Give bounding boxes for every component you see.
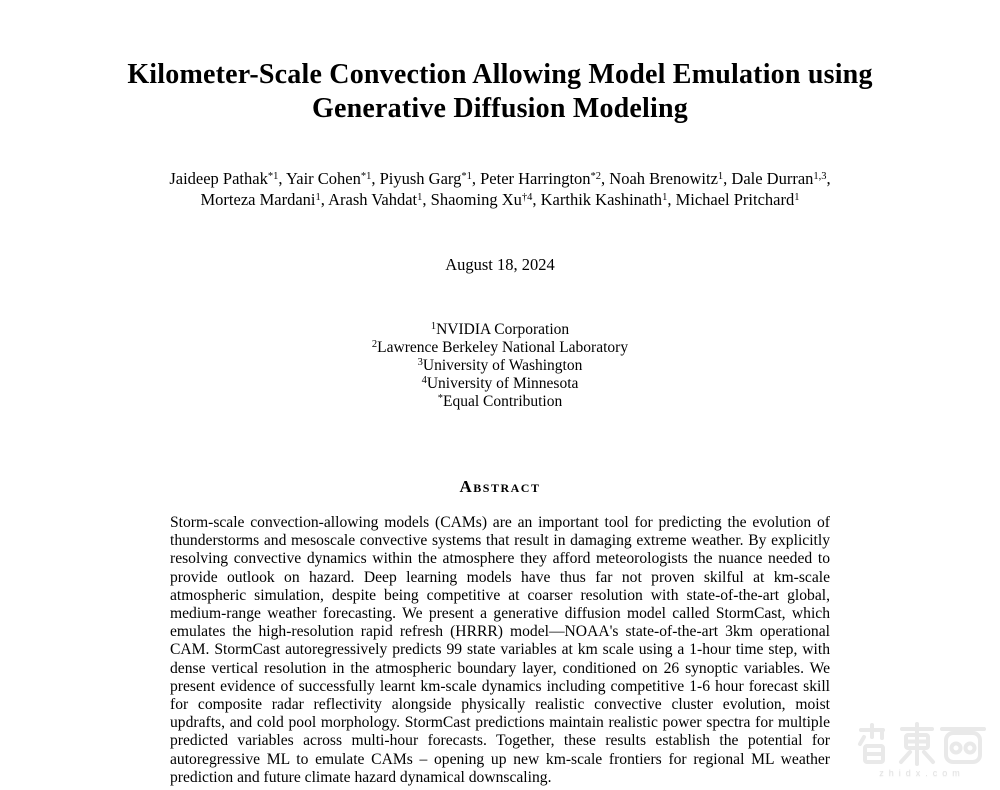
author xyxy=(286,169,380,188)
author xyxy=(480,169,609,188)
author-list xyxy=(0,168,1000,210)
author-separator: , xyxy=(471,169,481,188)
author-separator: , xyxy=(278,169,286,188)
author-separator: , xyxy=(601,169,610,188)
author-separator: , xyxy=(532,190,541,209)
author-separator: , xyxy=(422,190,431,209)
affiliation xyxy=(0,321,1000,339)
author-name: Jaideep Pathak xyxy=(169,169,268,188)
author-separator: , xyxy=(667,190,676,209)
affiliation xyxy=(0,339,1000,357)
affiliation-superscript: 1 xyxy=(430,321,437,333)
author xyxy=(541,190,676,209)
abstract-heading: Abstract xyxy=(459,477,541,496)
title-line-1: Kilometer-Scale Convection Allowing Model Emulation using xyxy=(127,59,873,90)
watermark-zhidx-logo xyxy=(852,722,992,778)
author xyxy=(731,169,830,188)
affiliation-superscript: 4 xyxy=(421,375,427,387)
author-name: Morteza Mardani xyxy=(200,190,316,209)
author-superscript: *1 xyxy=(461,171,472,183)
watermark-logo-glyphs xyxy=(856,722,988,766)
author-separator: , xyxy=(371,169,380,188)
author-name: Karthik Kashinath xyxy=(540,190,663,209)
author-separator: , xyxy=(723,169,732,188)
affiliation xyxy=(0,357,1000,375)
publication-date: August 18, 2024 xyxy=(445,255,555,274)
author-superscript: *2 xyxy=(590,171,602,183)
author xyxy=(380,169,481,188)
author-name: Peter Harrington xyxy=(480,169,591,188)
author-separator: , xyxy=(320,190,329,209)
author-line-1 xyxy=(0,168,1000,189)
author xyxy=(169,169,286,188)
author-superscript: 1 xyxy=(794,192,800,204)
author xyxy=(431,190,541,209)
watermark-url: zhidx.com xyxy=(879,768,965,778)
author-name: Michael Pritchard xyxy=(675,190,795,209)
author-separator: , xyxy=(826,169,831,188)
author-name: Arash Vahdat xyxy=(328,190,418,209)
author-superscript: 1 xyxy=(417,192,423,204)
affiliation-label: University of Minnesota xyxy=(426,375,579,392)
author-superscript: *1 xyxy=(267,171,279,183)
affiliation-superscript: * xyxy=(437,393,443,405)
author-name: Shaoming Xu xyxy=(430,190,522,209)
author-line-2 xyxy=(0,189,1000,210)
author-name: Piyush Garg xyxy=(379,169,462,188)
author-superscript: *1 xyxy=(360,171,372,183)
author xyxy=(676,190,800,209)
abstract-text: Storm-scale convection-allowing models (CAMs) are an important tool for predicting the evolution of thunderstorms and mesoscale convective systems that result in damaging extreme weather. By explicitly resolving convective dynamics within the atmosphere they afford meteorologists the nuance needed to provide outlook on hazard. Deep learning models have thus far not proven skilful at km-scale atmospheric simulation, despite being competitive at coarser resolution with state-of-the-art global, medium-range weather forecasting. We present a generative diffusion model called StormCast, which emulates the high-resolution rapid refresh (HRRR) model—NOAA's state-of-the-art 3km operational CAM. StormCast autoregressively predicts 99 state variables at km scale using a 1-hour time step, with dense vertical resolution in the atmospheric boundary layer, conditioned on 26 synoptic variables. We present evidence of successfully learnt km-scale dynamics including competitive 1-6 hour forecast skill for composite radar reflectivity alongside physically realistic convective cluster evolution, moist updrafts, and cold pool morphology. StormCast predictions maintain realistic power spectra for multiple predicted variables across multi-hour forecasts. Together, these results establish the potential for autoregressive ML to emulate CAMs – opening up new km-scale frontiers for regional ML weather prediction and future climate hazard dynamical downscaling. xyxy=(170,514,830,786)
affiliation xyxy=(0,375,1000,393)
author-superscript: 1 xyxy=(315,192,321,204)
paper-title xyxy=(0,58,1000,126)
author xyxy=(328,190,431,209)
affiliation-equal-contribution xyxy=(0,393,1000,411)
affiliation-label: Lawrence Berkeley National Laboratory xyxy=(377,339,629,356)
author-name: Yair Cohen xyxy=(285,169,361,188)
affiliation-list xyxy=(0,321,1000,411)
author xyxy=(201,190,329,209)
author-name: Dale Durran xyxy=(731,169,814,188)
author xyxy=(609,169,731,188)
author-superscript: 1,3 xyxy=(813,171,827,183)
author-name: Noah Brenowitz xyxy=(609,169,718,188)
title-line-2: Generative Diffusion Modeling xyxy=(312,93,688,124)
affiliation-superscript: 3 xyxy=(417,357,423,369)
author-superscript: †4 xyxy=(521,192,533,204)
affiliation-label: Equal Contribution xyxy=(442,393,563,410)
affiliation-label: NVIDIA Corporation xyxy=(436,321,570,338)
affiliation-superscript: 2 xyxy=(371,339,378,351)
affiliation-label: University of Washington xyxy=(422,357,583,374)
author-superscript: 1 xyxy=(662,192,668,204)
author-superscript: 1 xyxy=(717,171,724,183)
